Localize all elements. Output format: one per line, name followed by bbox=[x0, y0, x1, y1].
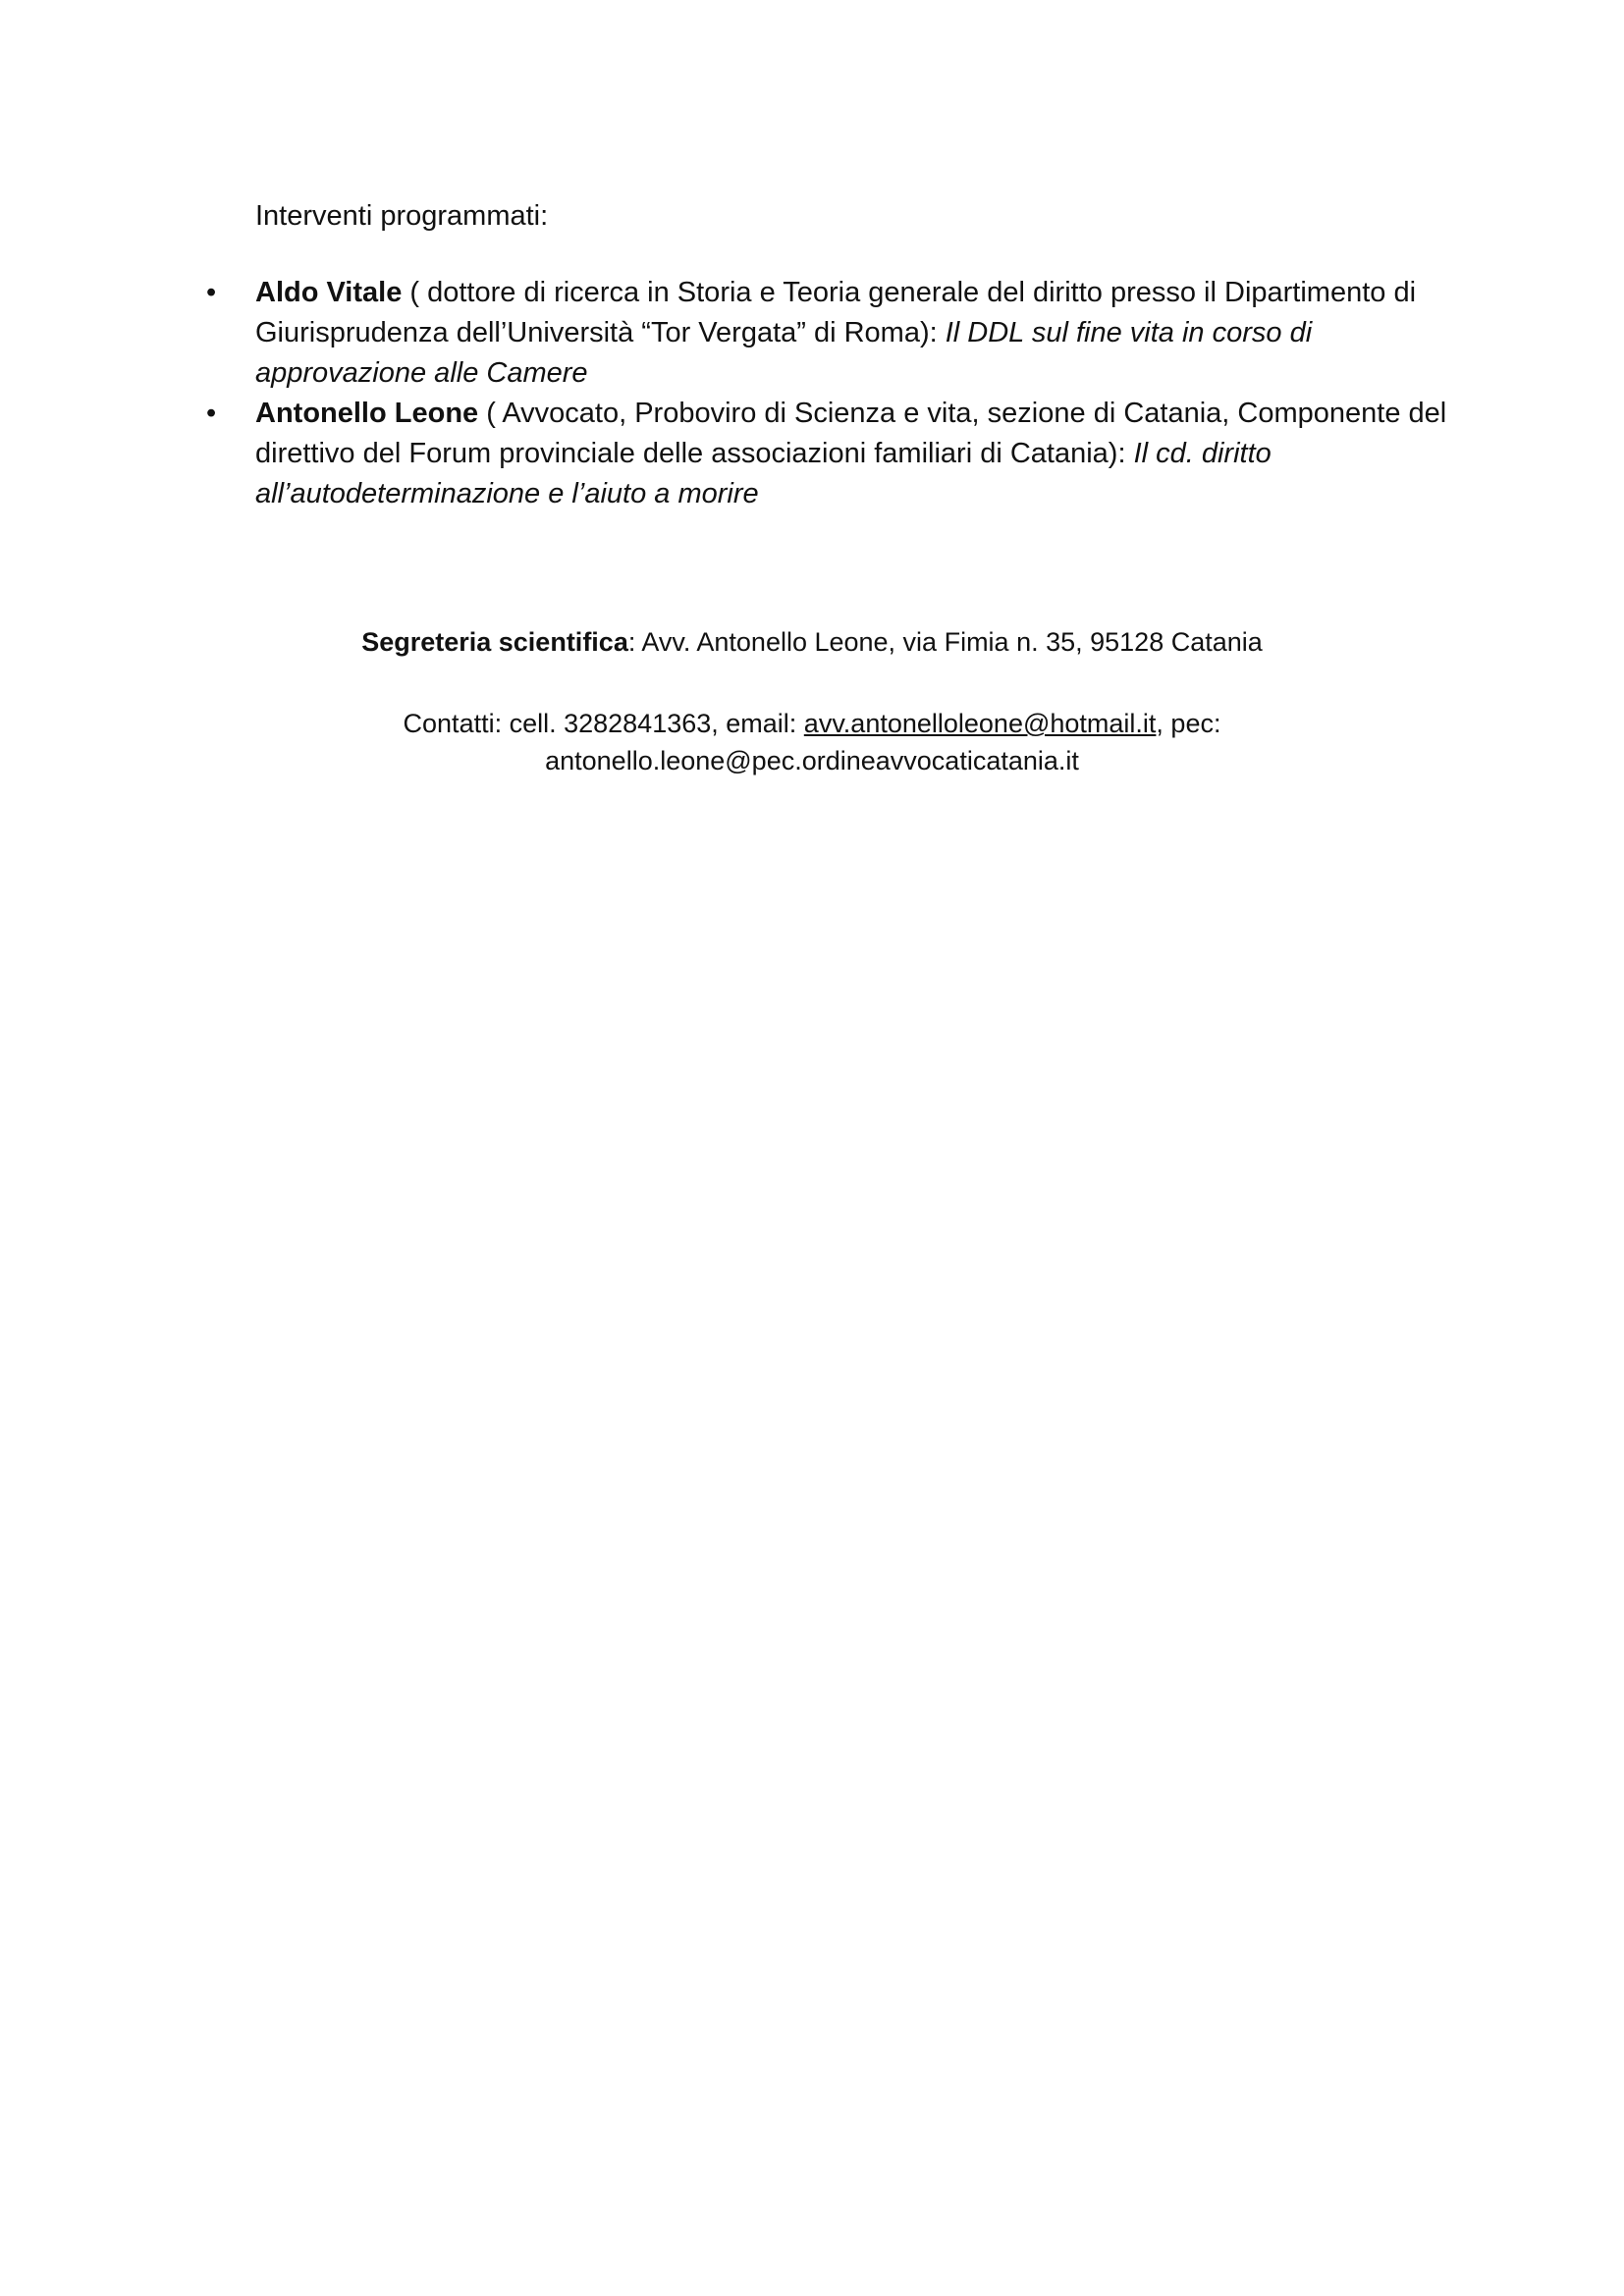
speaker-name: Antonello Leone bbox=[255, 398, 479, 429]
list-item bbox=[206, 394, 1473, 514]
email-link[interactable]: avv.antonelloleone@hotmail.it bbox=[803, 709, 1157, 738]
intro-heading: Interventi programmati: bbox=[255, 200, 549, 232]
list-item bbox=[206, 273, 1473, 394]
contacts-block bbox=[0, 705, 1624, 779]
speaker-description: ( dottore di ricerca in Storia e Teoria generale del diritto presso il Dipartimento di Giurisprudenza dell’Università “Tor Vergata” di Roma): bbox=[255, 277, 1417, 348]
contacts-pec-label: , pec: bbox=[1156, 709, 1221, 738]
speaker-description: ( Avvocato, Proboviro di Scienza e vita, sezione di Catania, Componente del direttivo del Forum provinciale delle associazioni familiari di Catania): bbox=[255, 398, 1447, 469]
secretariat-address: : Avv. Antonello Leone, via Fimia n. 35, 95128 Catania bbox=[627, 627, 1263, 657]
secretariat-line bbox=[0, 624, 1624, 660]
secretariat-label: Segreteria scientifica bbox=[361, 627, 628, 657]
talk-title: Il cd. diritto all’autodeterminazione e l’aiuto a morire bbox=[255, 438, 1272, 509]
bullet-icon: • bbox=[206, 398, 217, 429]
pec-address: antonello.leone@pec.ordineavvocaticatania.it bbox=[545, 746, 1079, 775]
bullet-icon: • bbox=[206, 277, 217, 308]
talk-title: Il DDL sul fine vita in corso di approvazione alle Camere bbox=[255, 317, 1313, 389]
speaker-name: Aldo Vitale bbox=[255, 277, 403, 308]
speakers-list bbox=[206, 273, 1473, 514]
contacts-prefix: Contatti: cell. 3282841363, email: bbox=[403, 709, 804, 738]
